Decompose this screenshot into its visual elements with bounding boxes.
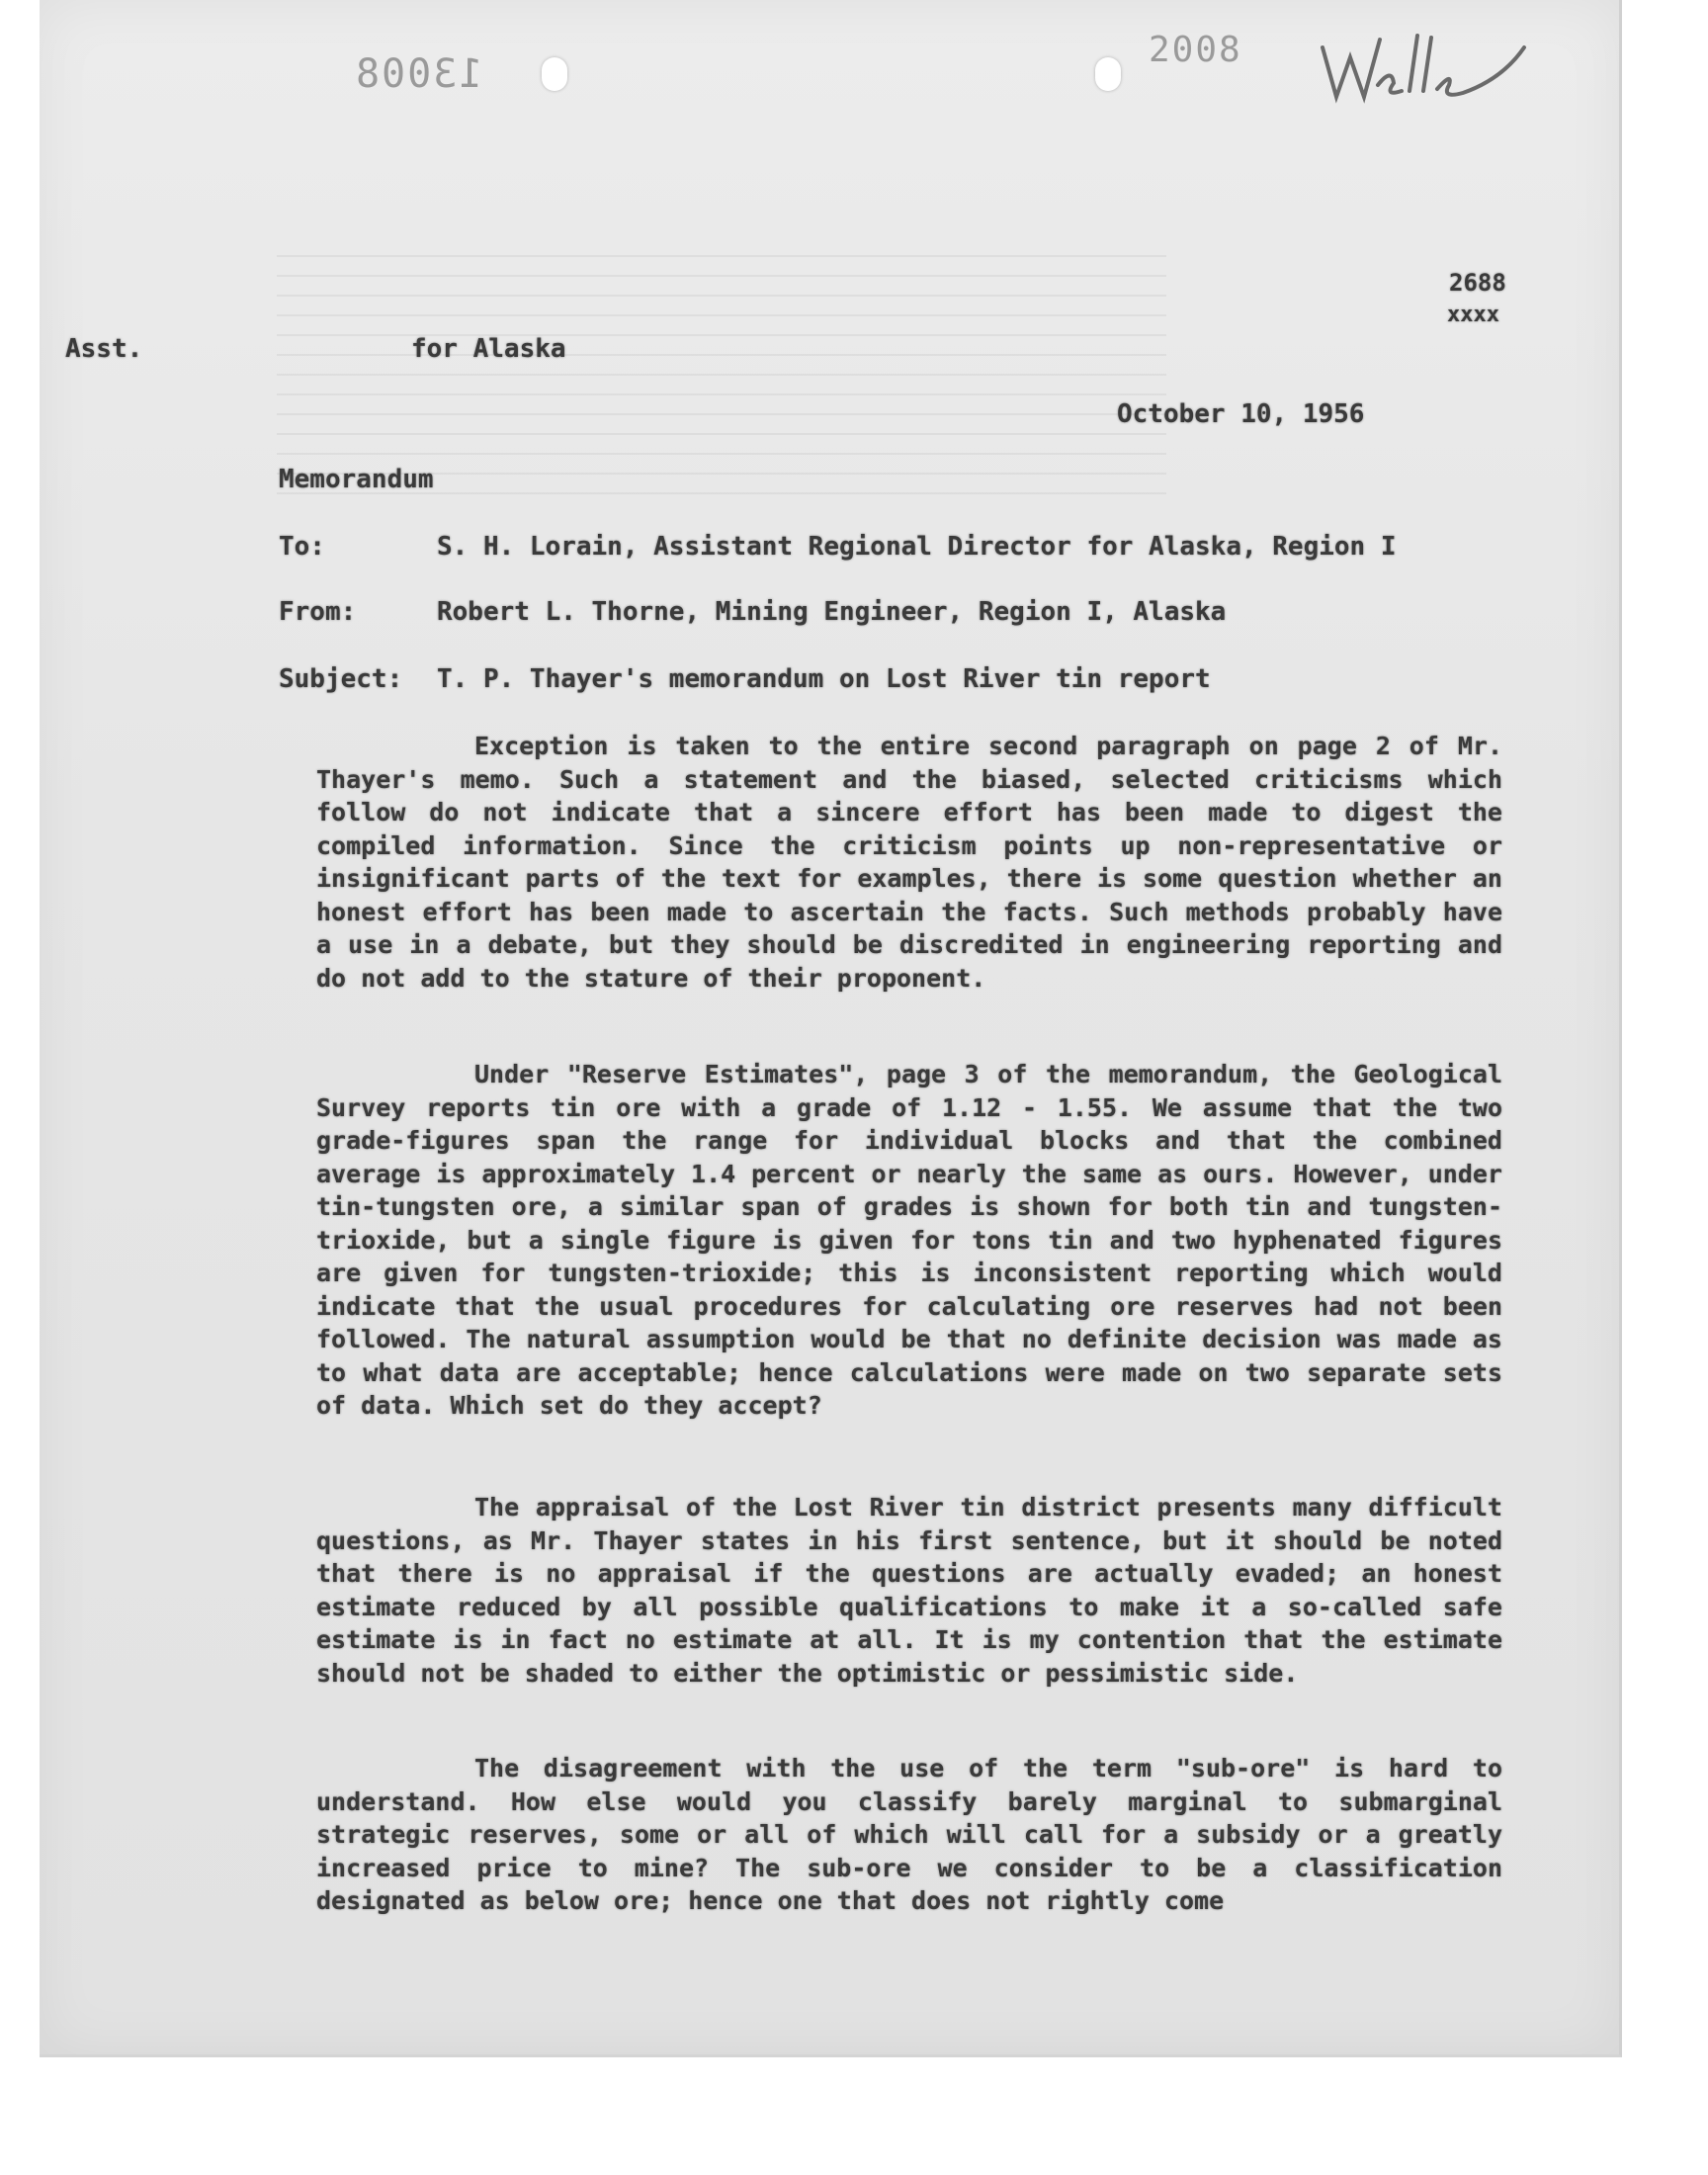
body-paragraph-2: Under "Reserve Estimates", page 3 of the memorandum, the Geological Survey reports tin ore with a grade of 1.12 - 1.55. We assume that the two grade-figures span the range for individual blocks and that the combined average is approximately 1.4 percent or nearly the same as ours. However, under tin-tungsten ore, a similar span of grades is shown for both tin and tungsten-trioxide, but a single figure is given for tons tin and two hyphenated figures are given for tungsten-trioxide; this is inconsistent reporting which would indicate that the usual procedures for calculating ore reserves had not been followed. The natural assumption would be that no definite decision was made as to what data are acceptable; hence calculations were made on two separate sets of data. Which set do they accept? [316,1060,1502,1420]
punch-hole-left [542,57,567,91]
subject-value: T. P. Thayer's memorandum on Lost River tin report [437,664,1211,694]
file-code-number: 2688 [1449,269,1506,297]
document-page [40,0,1622,2057]
subject-label: Subject: [279,664,403,694]
memo-type: Memorandum [279,465,434,494]
body-paragraph-1: Exception is taken to the entire second paragraph on page 2 of Mr. Thayer's memo. Such a statement and the biased, selected criticisms which follow do not indicate that a sincere effort has been made to digest the compiled information. Since the criticism points up non-representative or insignificant parts of the text for examples, there is some question whether an honest effort has been made to ascertain the facts. Such methods probably have a use in a debate, but they should be discredited in engineering reporting and do not add to the stature of their proponent. [316,732,1502,993]
memo-date: October 10, 1956 [1117,399,1365,429]
file-code-marks: xxxx [1447,303,1499,327]
file-number-stamp: 2008 [1149,30,1242,70]
mirrored-file-number: 13008 [354,51,483,97]
to-label: To: [279,532,325,562]
from-label: From: [279,597,357,627]
office-abbreviation: Asst. [65,334,143,364]
handwritten-signature [1315,28,1532,117]
office-region: for Alaska [411,334,566,364]
bleed-through-text [277,237,1166,494]
body-paragraph-3: The appraisal of the Lost River tin district presents many difficult questions, as Mr. Thayer states in his first sentence, but it should be noted that there is no appraisal if the questions are actually evaded; an honest estimate reduced by all possible qualifications to make it a so-called safe estimate is in fact no estimate at all. It is my contention that the estimate should not be shaded to either the optimistic or pessimistic side. [316,1493,1502,1688]
to-value: S. H. Lorain, Assistant Regional Director for Alaska, Region I [437,532,1397,562]
from-value: Robert L. Thorne, Mining Engineer, Region I, Alaska [437,597,1227,627]
punch-hole-right [1095,57,1121,91]
body-paragraph-4: The disagreement with the use of the term "sub-ore" is hard to understand. How else would you classify barely marginal to submarginal strategic reserves, some or all of which will call for a subsidy or a greatly increased price to mine? The sub-ore we consider to be a classification designated as below ore; hence one that does not rightly come [316,1754,1502,1915]
